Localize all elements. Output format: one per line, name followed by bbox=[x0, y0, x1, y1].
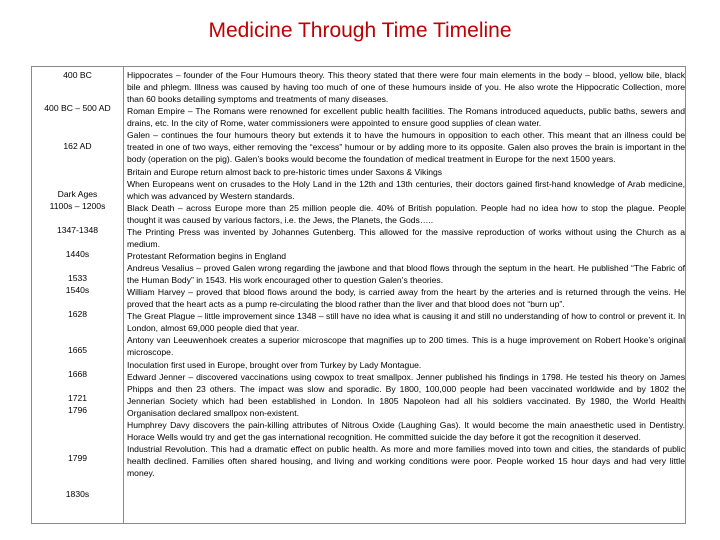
column-divider bbox=[123, 67, 124, 523]
event-roman-empire: Roman Empire – The Romans were renowned for excellent public health facilities. The Romans introduced aqueducts, public baths, sewers and drains, etc. In the city of Rome, water commissioners were appointed to ensure good supplies of clean water. bbox=[127, 106, 685, 129]
event-industrial-revolution: Industrial Revolution. This had a dramatic effect on public health. As more and more families moved into town and cities, the standards of public health declined. Families often shared housing, and living and working conditions were poor. People worked 15 hour days and had very little money. bbox=[127, 443, 685, 479]
date-1668: 1668 bbox=[67, 369, 88, 379]
date-1347-1348: 1347-1348 bbox=[56, 225, 99, 235]
date-1721: 1721 bbox=[67, 393, 88, 403]
event-leeuwenhoek: Antony van Leeuwenhoek creates a superior microscope that magnifies up to 200 times. This is a huge improvement on Robert Hooke’s original microscope. bbox=[127, 335, 685, 358]
event-great-plague: The Great Plague – little improvement since 1348 – still have no idea what is causing it and still no understanding of how to control or prevent it. In London, almost 69,000 people died that year. bbox=[127, 311, 685, 334]
event-galen: Galen – continues the four humours theory but extends it to have the humours in opposition to each other. This meant that an illness could be treated in one of two ways, either removing the “excess” humour or by adding more to its opposite. Galen also proves the brain is important in the body (operation on the pig). Galen’s books would become the foundation of medical treatment in Europe for the next 1500 years. bbox=[127, 130, 685, 165]
date-400-bc: 400 BC bbox=[63, 70, 92, 80]
event-column bbox=[127, 69, 685, 479]
date-1440s: 1440s bbox=[65, 249, 90, 259]
timeline-table bbox=[31, 66, 686, 524]
event-black-death: Black Death – across Europe more than 25 million people die. 40% of British population. People had no idea how to stop the plague. People thought it was caused by various factors, i.e. the Jews, the Planets, the Gods….. bbox=[127, 202, 685, 225]
date-1628: 1628 bbox=[67, 309, 88, 319]
date-1533: 1533 bbox=[67, 273, 88, 283]
event-davy: Humphrey Davy discovers the pain-killing attributes of Nitrous Oxide (Laughing Gas). It would become the main anaesthetic used in Dentistry. Horace Wells would try and get the gas international recognition. He committed suicide the day before it got the recognition it deserved. bbox=[127, 419, 685, 442]
date-1540s: 1540s bbox=[65, 285, 90, 295]
event-vesalius: Andreus Vesalius – proved Galen wrong regarding the jawbone and that blood flows through the septum in the heart. He published “The Fabric of the Human Body” in 1543. His work encouraged other to question Galen’s theories. bbox=[127, 263, 685, 286]
event-reformation: Protestant Reformation begins in England bbox=[127, 250, 287, 261]
page-title: Medicine Through Time Timeline bbox=[208, 19, 512, 42]
event-printing-press: The Printing Press was invented by Johannes Gutenberg. This allowed for the massive reproduction of works without using the Church as a medium. bbox=[127, 226, 685, 249]
date-1830s: 1830s bbox=[65, 489, 90, 499]
date-400-bc-500-ad: 400 BC – 500 AD bbox=[44, 103, 111, 113]
event-harvey: William Harvey – proved that blood flows around the body, is carried away from the heart by the arteries and is returned through the veins. He proved that the heart acts as a pump re-circulating the blood rather than the liver and that blood does not “burn up”. bbox=[127, 287, 685, 310]
event-dark-ages: Britain and Europe return almost back to pre-historic times under Saxons & Vikings bbox=[127, 166, 443, 177]
date-dark-ages: Dark Ages bbox=[57, 189, 98, 199]
event-crusades: When Europeans went on crusades to the Holy Land in the 12th and 13th centuries, their doctors gained first-hand knowledge of Arab medicine, which was advanced by Western standards. bbox=[127, 178, 685, 201]
date-162-ad: 162 AD bbox=[63, 141, 92, 151]
date-1100s-1200s: 1100s – 1200s bbox=[49, 201, 106, 211]
date-1796: 1796 bbox=[67, 405, 88, 415]
date-1665: 1665 bbox=[67, 345, 88, 355]
event-inoculation: Inoculation first used in Europe, brought over from Turkey by Lady Montague. bbox=[127, 359, 422, 370]
event-hippocrates: Hippocrates – founder of the Four Humours theory. This theory stated that there were four main elements in the body – blood, yellow bile, black bile and phlegm. Illness was caused by having too much of one of these humours inside of you. He also wrote the Hippocratic Collection, more than 60 books detailing symptoms and treatments of many diseases. bbox=[127, 70, 685, 105]
event-jenner: Edward Jenner – discovered vaccinations using cowpox to treat smallpox. Jenner published his findings in 1798. He tested his theory on James Phipps and then 23 others. The impact was slow and sporadic. By 1800, 100,000 people had been vaccinated worldwide and by 1802 the Jennerian Society which had been established in London. In 1805 Napoleon had all his soldiers vaccinated. By 1980, the World Health Organisation declared smallpox non-existent. bbox=[127, 371, 685, 418]
date-1799: 1799 bbox=[67, 453, 88, 463]
